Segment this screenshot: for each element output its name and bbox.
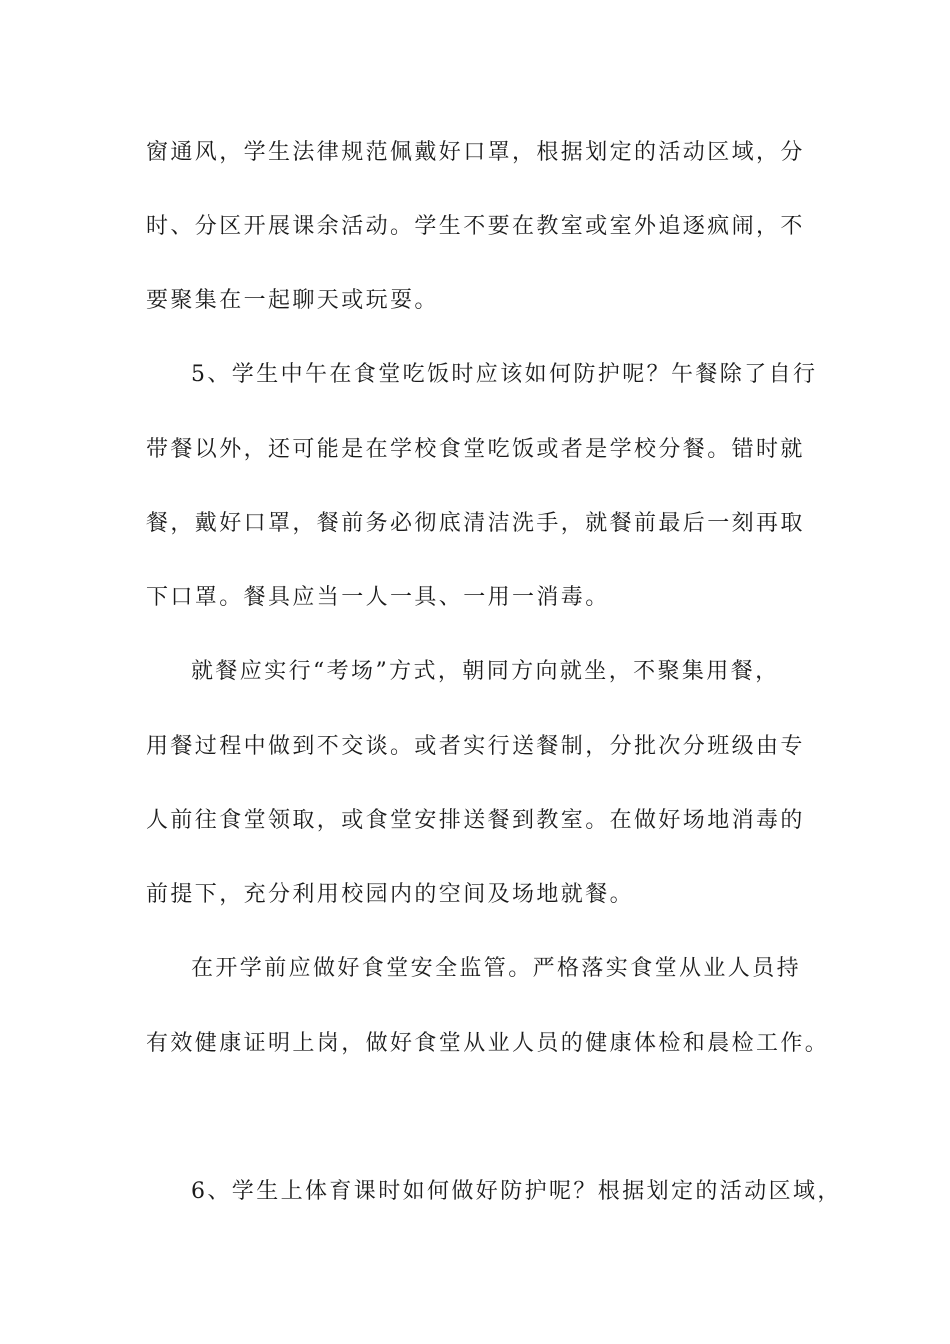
- paragraph-line: 用餐过程中做到不交谈。或者实行送餐制，分批次分班级由专: [146, 734, 805, 759]
- paragraph-line: 6、学生上体育课时如何做好防护呢？根据划定的活动区域，: [191, 1179, 842, 1204]
- paragraph-line: 有效健康证明上岗，做好食堂从业人员的健康体检和晨检工作。: [146, 1031, 830, 1056]
- paragraph-line: 前提下，充分利用校园内的空间及场地就餐。: [146, 882, 635, 907]
- paragraph-line: 人前往食堂领取，或食堂安排送餐到教室。在做好场地消毒的: [146, 808, 805, 833]
- paragraph-line: 要聚集在一起聊天或玩耍。: [146, 288, 439, 313]
- paragraph-line: 在开学前应做好食堂安全监管。严格落实食堂从业人员持: [191, 956, 802, 981]
- paragraph-line: 就餐应实行“考场”方式，朝同方向就坐，不聚集用餐，: [191, 659, 780, 684]
- paragraph-line: 5、学生中午在食堂吃饭时应该如何防护呢？午餐除了自行: [191, 362, 818, 387]
- paragraph-line: 餐，戴好口罩，餐前务必彻底清洁洗手，就餐前最后一刻再取: [146, 511, 805, 536]
- paragraph-line: 下口罩。餐具应当一人一具、一用一消毒。: [146, 585, 610, 610]
- paragraph-line: 时、分区开展课余活动。学生不要在教室或室外追逐疯闹，不: [146, 214, 805, 239]
- paragraph-line: 带餐以外，还可能是在学校食堂吃饭或者是学校分餐。错时就: [146, 437, 805, 462]
- paragraph-line: 窗通风，学生法律规范佩戴好口罩，根据划定的活动区域，分: [146, 140, 805, 165]
